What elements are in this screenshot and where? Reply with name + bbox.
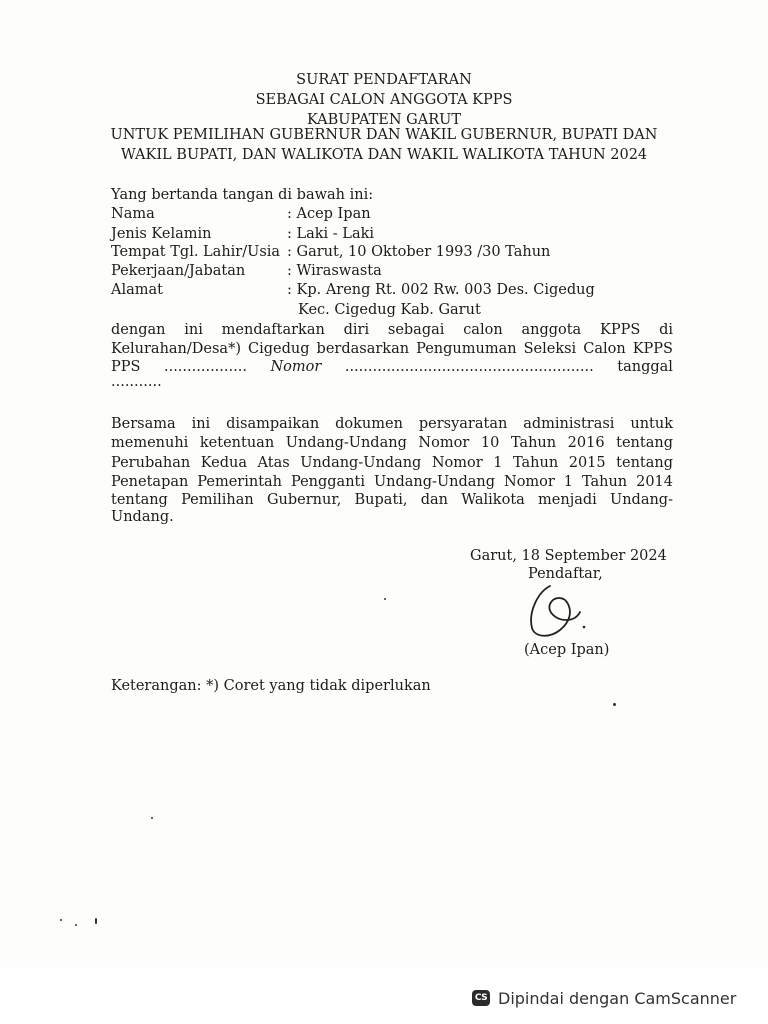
field-label-nama: Nama [111,206,155,222]
field-value-jenis-kelamin: : Laki - Laki [287,226,375,242]
paragraph-2-line-1: Bersama ini disampaikan dokumen persyaratan administrasi untuk [111,416,673,432]
scan-speck [95,918,97,924]
signature-name: (Acep Ipan) [524,642,610,658]
paragraph-2-line-5: tentang Pemilihan Gubernur, Bupati, dan Walikota menjadi Undang- [111,492,673,508]
tanggal-text: tanggal [617,359,673,375]
paragraph-2-line-6: Undang. [111,509,174,525]
camscanner-text: Dipindai dengan CamScanner [498,988,737,1008]
pps-text: PPS [111,359,141,375]
intro-text: Yang bertanda tangan di bawah ini: [111,187,374,203]
scan-speck [75,924,77,926]
tanggal-blank: ........... [111,374,162,390]
scan-speck [613,703,616,706]
field-value-alamat-line-2: Kec. Cigedug Kab. Garut [298,302,481,318]
title-line-5: WAKIL BUPATI, DAN WALIKOTA DAN WAKIL WALIKOTA TAHUN 2024 [120,147,648,163]
paragraph-2-line-4: Penetapan Pemerintah Pengganti Undang-Undang Nomor 1 Tahun 2014 [111,474,673,490]
signature-role: Pendaftar, [528,566,603,582]
field-value-alamat: : Kp. Areng Rt. 002 Rw. 003 Des. Cigedug [287,282,595,298]
title-line-1: SURAT PENDAFTARAN [296,72,472,88]
scan-speck [384,598,386,600]
pps-blank: .................. [163,359,247,375]
title-line-4: UNTUK PEMILIHAN GUBERNUR DAN WAKIL GUBERNUR, BUPATI DAN [110,127,658,143]
note-text: Keterangan: *) Coret yang tidak diperlukan [111,678,431,694]
signature-place-date: Garut, 18 September 2024 [470,548,667,564]
camscanner-watermark [472,982,736,1014]
title-line-2: SEBAGAI CALON ANGGOTA KPPS [255,92,513,108]
field-label-jenis-kelamin: Jenis Kelamin [111,226,212,242]
paragraph-2-line-2: memenuhi ketentuan Undang-Undang Nomor 10 Tahun 2016 tentang [111,435,673,451]
paragraph-1-line-3 [111,357,673,378]
nomor-blank: ...................................................... [344,359,594,375]
field-value-pekerjaan: : Wiraswasta [287,263,382,279]
handwritten-signature [520,578,590,644]
scan-speck [60,919,62,921]
field-label-alamat: Alamat [111,282,163,298]
field-label-ttl: Tempat Tgl. Lahir/Usia [111,244,281,260]
camscanner-logo-icon: CS [472,990,490,1006]
field-value-nama: : Acep Ipan [287,206,371,222]
field-value-ttl: : Garut, 10 Oktober 1993 /30 Tahun [287,244,551,260]
scan-speck [151,817,153,819]
nomor-text: Nomor [270,359,322,375]
field-label-pekerjaan: Pekerjaan/Jabatan [111,263,246,279]
paragraph-1-line-2: Kelurahan/Desa*) Cigedug berdasarkan Pengumuman Seleksi Calon KPPS [111,341,673,357]
title-line-3: KABUPATEN GARUT [306,112,462,128]
paragraph-2-line-3: Perubahan Kedua Atas Undang-Undang Nomor 1 Tahun 2015 tentang [111,455,673,471]
paragraph-1-line-1: dengan ini mendaftarkan diri sebagai calon anggota KPPS di [111,322,673,338]
